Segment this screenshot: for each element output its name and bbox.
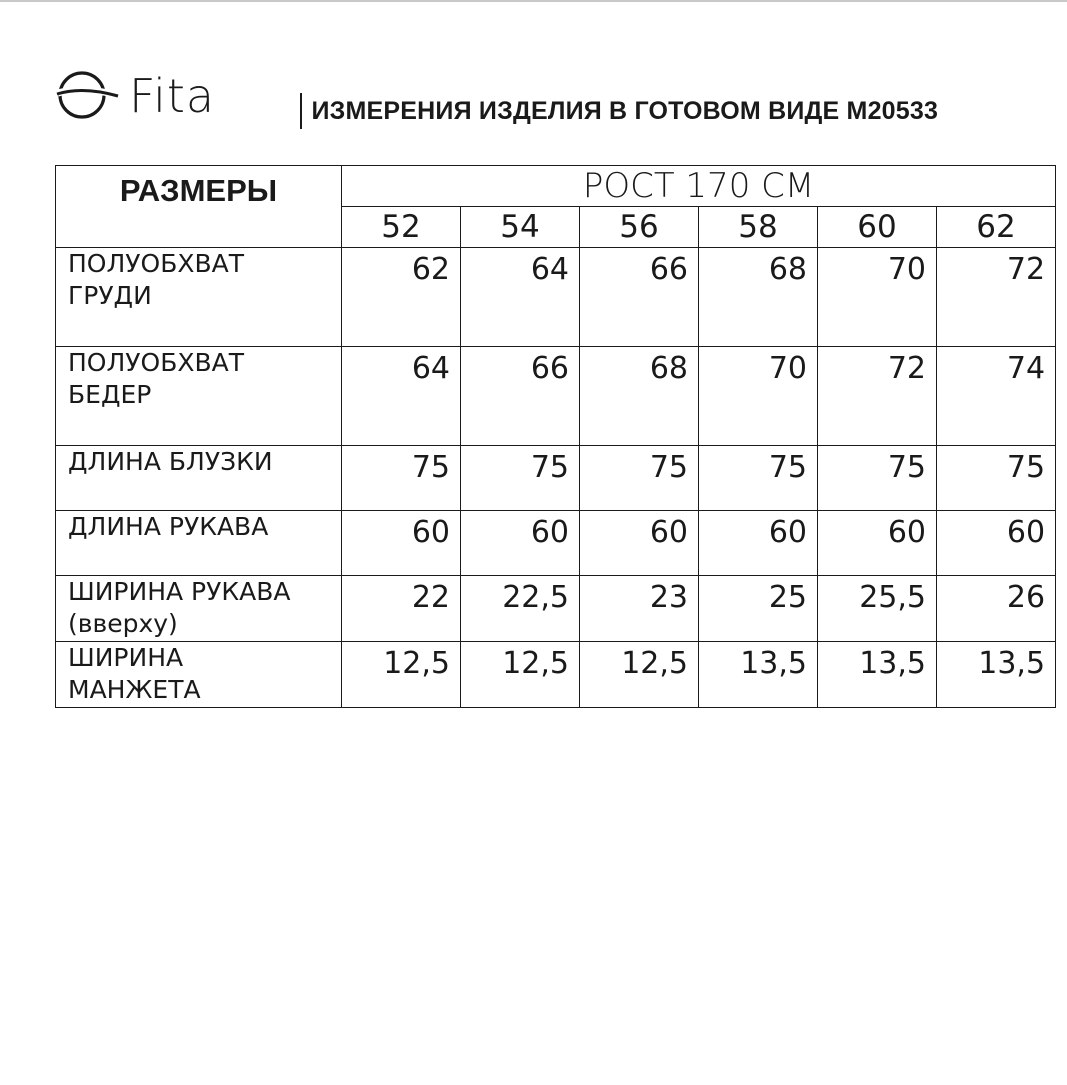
fita-logo-icon <box>55 66 121 126</box>
table-cell: 60 <box>818 511 937 576</box>
table-row <box>56 446 1056 511</box>
brand-name: Fita <box>129 69 216 123</box>
table-cell: 62 <box>342 248 461 347</box>
title-divider <box>300 93 302 129</box>
table-cell: 75 <box>342 446 461 511</box>
table-row <box>56 511 1056 576</box>
header-row-height <box>56 166 1056 207</box>
table-cell: 66 <box>461 347 580 446</box>
top-divider <box>0 0 1067 2</box>
table-cell: 13,5 <box>699 642 818 708</box>
row-label-line: ПОЛУОБХВАТ <box>68 249 244 278</box>
table-cell: 75 <box>580 446 699 511</box>
measurements-table <box>55 165 1056 708</box>
table-cell: 13,5 <box>937 642 1056 708</box>
size-header: 62 <box>937 207 1056 248</box>
row-label <box>56 347 342 446</box>
table-cell: 75 <box>699 446 818 511</box>
row-label <box>56 576 342 642</box>
table-cell: 12,5 <box>342 642 461 708</box>
row-label-line: (вверху) <box>68 609 178 638</box>
brand-logo <box>55 66 235 126</box>
table-cell: 75 <box>818 446 937 511</box>
table-cell: 23 <box>580 576 699 642</box>
row-label-line: БЕДЕР <box>68 380 152 409</box>
page-title: ИЗМЕРЕНИЯ ИЗДЕЛИЯ В ГОТОВОМ ВИДЕ M20533 <box>311 96 939 125</box>
size-header: 52 <box>342 207 461 248</box>
size-header: 60 <box>818 207 937 248</box>
table-cell: 75 <box>937 446 1056 511</box>
size-header: 56 <box>580 207 699 248</box>
table-cell: 72 <box>818 347 937 446</box>
size-header: 58 <box>699 207 818 248</box>
row-label <box>56 446 342 511</box>
table-cell: 12,5 <box>580 642 699 708</box>
row-label-line: ДЛИНА БЛУЗКИ <box>68 447 273 476</box>
table-cell: 72 <box>937 248 1056 347</box>
table-cell: 22 <box>342 576 461 642</box>
table-cell: 12,5 <box>461 642 580 708</box>
table-row <box>56 642 1056 708</box>
table-cell: 60 <box>937 511 1056 576</box>
table-cell: 75 <box>461 446 580 511</box>
table-row <box>56 248 1056 347</box>
table-cell: 60 <box>699 511 818 576</box>
table-cell: 26 <box>937 576 1056 642</box>
table-cell: 64 <box>342 347 461 446</box>
row-label-line: ПОЛУОБХВАТ <box>68 348 244 377</box>
height-header: РОСТ 170 СМ <box>342 166 1056 207</box>
table-cell: 70 <box>699 347 818 446</box>
table-cell: 70 <box>818 248 937 347</box>
row-label <box>56 511 342 576</box>
table-cell: 66 <box>580 248 699 347</box>
row-label-line: ШИРИНА <box>68 643 184 672</box>
table-cell: 68 <box>699 248 818 347</box>
table-row <box>56 576 1056 642</box>
table-cell: 60 <box>461 511 580 576</box>
table-cell: 13,5 <box>818 642 937 708</box>
row-label-line: ШИРИНА РУКАВА <box>68 577 291 606</box>
row-label <box>56 642 342 708</box>
row-label-line: ГРУДИ <box>68 281 152 310</box>
row-label-line: ДЛИНА РУКАВА <box>68 512 269 541</box>
sizes-header: РАЗМЕРЫ <box>56 166 342 248</box>
table-cell: 25 <box>699 576 818 642</box>
table-cell: 60 <box>580 511 699 576</box>
table-cell: 60 <box>342 511 461 576</box>
row-label <box>56 248 342 347</box>
table-cell: 74 <box>937 347 1056 446</box>
row-label-line: МАНЖЕТА <box>68 675 201 704</box>
size-header: 54 <box>461 207 580 248</box>
title-block <box>300 92 938 130</box>
table-row <box>56 347 1056 446</box>
table-cell: 64 <box>461 248 580 347</box>
table-cell: 68 <box>580 347 699 446</box>
table-cell: 25,5 <box>818 576 937 642</box>
table-cell: 22,5 <box>461 576 580 642</box>
